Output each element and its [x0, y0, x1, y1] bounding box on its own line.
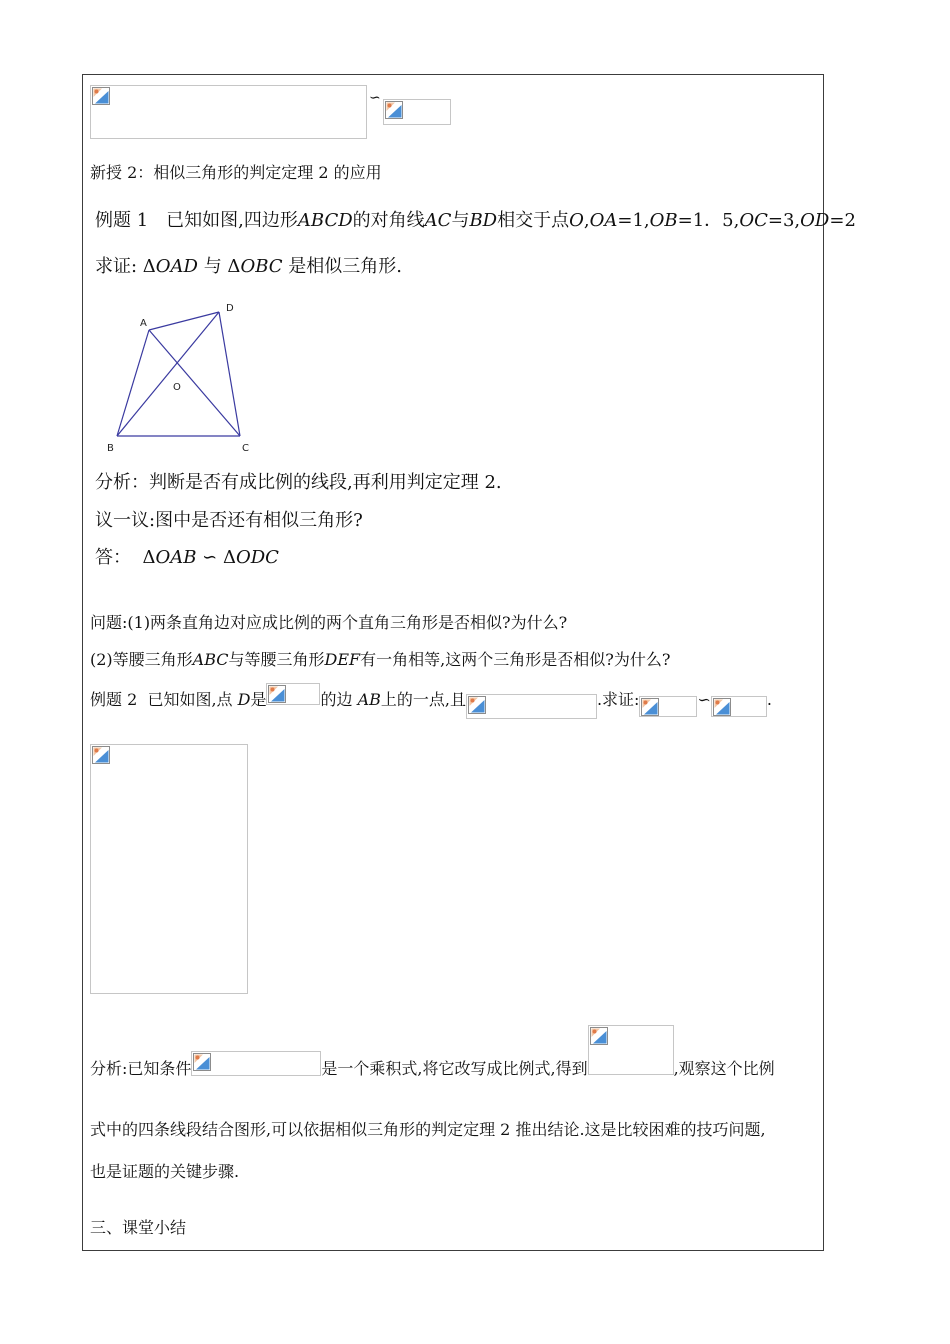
- text-run: 与 Δ: [197, 256, 241, 277]
- math-variable: OD: [800, 210, 830, 231]
- math-variable: OBC: [240, 256, 283, 277]
- text-run: 例题 2 已知如图,点: [90, 690, 238, 709]
- text-run: 答： Δ: [95, 547, 156, 568]
- icon-sun: [271, 688, 275, 692]
- broken-image-icon: [92, 87, 110, 105]
- example1-answer: [95, 546, 279, 570]
- similar-symbol: ∽: [369, 90, 381, 106]
- analysis2-line2: 式中的四条线段结合图形,可以依据相似三角形的判定定理 2 推出结论.这是比较困难的技巧问题,: [90, 1120, 766, 1139]
- text-run: 的对角线: [352, 210, 425, 231]
- text-run: ,: [583, 210, 590, 231]
- broken-image-icon: [590, 1027, 608, 1045]
- text-run: 是相似三角形.: [282, 256, 402, 277]
- broken-image-glyph: [268, 685, 286, 703]
- text-run: 有一角相等,这两个三角形是否相似?为什么?: [360, 650, 671, 669]
- question-2: [90, 650, 670, 670]
- text-run: 求证: Δ: [95, 256, 156, 277]
- math-variable: OC: [739, 210, 768, 231]
- analysis2-line1: [90, 1025, 775, 1079]
- broken-image-icon: [713, 698, 731, 716]
- broken-image-icon: [641, 698, 659, 716]
- text-run: .求证:: [596, 690, 640, 709]
- broken-image-icon: [268, 685, 286, 703]
- text-run: ,观察这个比例: [673, 1059, 775, 1078]
- text-run: 上的一点,且: [380, 690, 466, 709]
- image-placeholder: [191, 1051, 321, 1076]
- example1-analysis: 分析：判断是否有成比例的线段,再利用判定定理 2.: [95, 472, 502, 493]
- broken-image-glyph: [713, 698, 731, 716]
- text-run: 是: [250, 690, 267, 709]
- text-run: 与等腰三角形: [228, 650, 325, 669]
- quadrilateral-figure: [100, 300, 260, 460]
- icon-sun: [715, 701, 719, 705]
- math-variable: DEF: [324, 650, 361, 669]
- example1-discuss: 议一议:图中是否还有相似三角形?: [95, 510, 363, 531]
- math-variable: OB: [649, 210, 678, 231]
- math-variable: ODC: [235, 547, 279, 568]
- math-variable: OAD: [155, 256, 198, 277]
- question-1: 问题:(1)两条直角边对应成比例的两个直角三角形是否相似?为什么?: [90, 613, 568, 632]
- text-run: .: [766, 690, 772, 709]
- text-run: 分析:已知条件: [90, 1059, 192, 1078]
- summary-heading: 三、课堂小结: [90, 1218, 187, 1237]
- icon-sun: [592, 1030, 596, 1034]
- image-placeholder: [383, 99, 451, 125]
- text-run: ∽ Δ: [196, 547, 236, 568]
- math-variable: ABC: [192, 650, 229, 669]
- text-run: 是一个乘积式,将它改写成比例式,得到: [321, 1059, 588, 1078]
- text-run: =1,: [617, 210, 650, 231]
- vertex-label-o: O: [173, 382, 181, 393]
- math-variable: AC: [424, 210, 452, 231]
- math-variable: ABCD: [297, 210, 353, 231]
- page-content: [83, 75, 856, 1250]
- broken-image-glyph: [385, 101, 403, 119]
- text-run: 相交于点: [497, 210, 570, 231]
- vertex-label-b: B: [107, 443, 114, 454]
- icon-sun: [95, 749, 99, 753]
- diagonal-bd: [117, 312, 219, 436]
- image-placeholder: [466, 694, 597, 719]
- image-placeholder: [588, 1025, 674, 1075]
- vertex-label-a: A: [140, 318, 147, 329]
- example1-statement: [95, 209, 856, 233]
- similar-symbol: ∽: [697, 690, 711, 709]
- broken-image-icon: [468, 696, 486, 714]
- broken-image-icon: [92, 746, 110, 764]
- text-run: =3,: [767, 210, 801, 231]
- vertex-label-d: D: [226, 303, 234, 314]
- image-placeholder: [639, 696, 697, 717]
- diagonal-ac: [149, 330, 240, 436]
- broken-image-icon: [385, 101, 403, 119]
- example1-to-prove: [95, 255, 402, 279]
- image-placeholder: [266, 683, 320, 705]
- math-variable: AB: [357, 690, 381, 709]
- text-run: 与: [451, 210, 470, 231]
- text-run: =1．5,: [677, 210, 740, 231]
- example2-line: [90, 683, 772, 719]
- section-title: 新授 2：相似三角形的判定定理 2 的应用: [90, 163, 382, 182]
- math-variable: OA: [589, 210, 618, 231]
- icon-sun: [95, 90, 99, 94]
- image-placeholder: [711, 696, 767, 717]
- broken-image-glyph: [92, 746, 110, 764]
- broken-image-glyph: [468, 696, 486, 714]
- broken-image-glyph: [193, 1053, 211, 1071]
- edge-dc: [219, 312, 240, 436]
- broken-image-glyph: [641, 698, 659, 716]
- text-run: 例题 1 已知如图,四边形: [95, 210, 298, 231]
- text-run: =2: [829, 210, 856, 231]
- math-variable: OAB: [155, 547, 197, 568]
- broken-image-glyph: [92, 87, 110, 105]
- icon-sun: [196, 1056, 200, 1060]
- math-variable: O: [569, 210, 584, 231]
- icon-sun: [388, 104, 392, 108]
- analysis2-line3: 也是证题的关键步骤.: [90, 1162, 240, 1181]
- figure-image-placeholder: [90, 744, 248, 994]
- text-run: (2)等腰三角形: [90, 650, 193, 669]
- edge-ad: [149, 312, 219, 330]
- math-variable: D: [237, 690, 251, 709]
- math-variable: BD: [469, 210, 498, 231]
- icon-sun: [644, 701, 648, 705]
- broken-image-icon: [193, 1053, 211, 1071]
- icon-sun: [470, 699, 474, 703]
- text-run: 的边: [320, 690, 358, 709]
- vertex-label-c: C: [242, 443, 249, 454]
- broken-image-glyph: [590, 1027, 608, 1045]
- edge-ba: [117, 330, 149, 436]
- image-placeholder: [90, 85, 367, 139]
